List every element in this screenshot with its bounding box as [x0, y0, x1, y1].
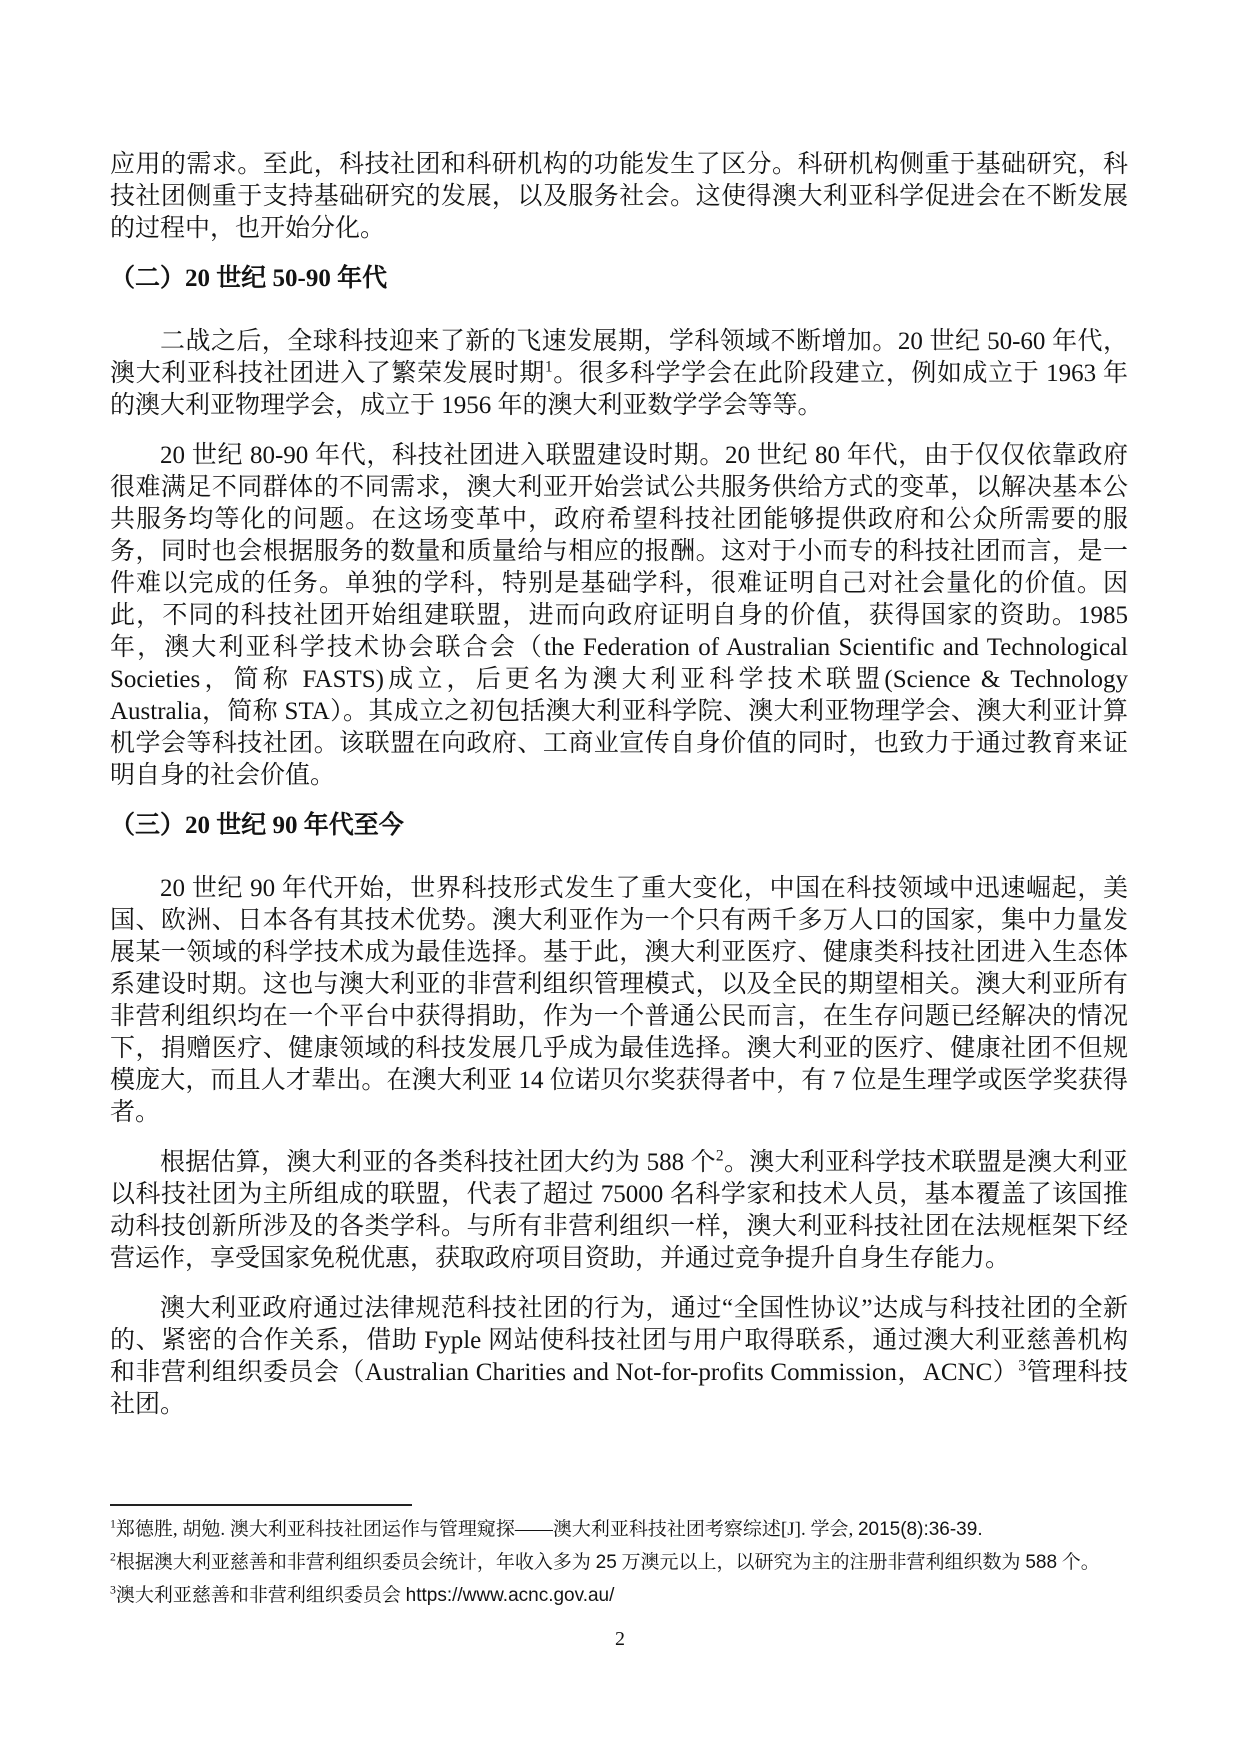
- section-heading-3: （三）20 世纪 90 年代至今: [110, 812, 404, 839]
- footnote-3: $^3$澳大利亚慈善和非营利组织委员会 https://www.acnc.gov.au/: [110, 1583, 615, 1606]
- section3-paragraph-2: 根据估算，澳大利亚的各类科技社团大约为 588 个$^2$。澳大利亚科学技术联盟是澳大利亚以科技社团为主所组成的联盟，代表了超过 75000 名科学家和技术人员，基本覆盖了该国推动科技创新所涉及的各类学科。与所有非营利组织一样，澳大利亚科技社团在法规框架下经营运作，享受国家免税优惠，获取政府项目资助，并通过竞争提升自身生存能力。: [110, 1147, 1128, 1272]
- page-body: [110, 149, 1128, 1439]
- section-heading-2: （二）20 世纪 50-90 年代: [110, 265, 388, 292]
- paragraph-continued-from-previous-page: 应用的需求。至此，科技社团和科研机构的功能发生了区分。科研机构侧重于基础研究，科技社团侧重于支持基础研究的发展，以及服务社会。这使得澳大利亚科学促进会在不断发展的过程中，也开始分化。: [110, 151, 1128, 242]
- section2-paragraph-2: 20 世纪 80-90 年代，科技社团进入联盟建设时期。20 世纪 80 年代，由于仅仅依靠政府很难满足不同群体的不同需求，澳大利亚开始尝试公共服务供给方式的变革，以解决基本公共服务均等化的问题。在这场变革中，政府希望科技社团能够提供政府和公众所需要的服务，同时也会根据服务的数量和质量给与相应的报酬。这对于小而专的科技社团而言，是一件难以完成的任务。单独的学科，特别是基础学科，很难证明自己对社会量化的价值。因此，不同的科技社团开始组建联盟，进而向政府证明自身的价值，获得国家的资助。1985 年，澳大利亚科学技术协会联合会（the Federation of Australian Scientific and Technological Societies，简称 FASTS)成立，后更名为澳大利亚科学技术联盟(Science & Technology Australia，简称 STA）。其成立之初包括澳大利亚科学院、澳大利亚物理学会、澳大利亚计算机学会等科技社团。该联盟在向政府、工商业宣传自身价值的同时，也致力于通过教育来证明自身的社会价值。: [110, 442, 1128, 789]
- section3-paragraph-1: 20 世纪 90 年代开始，世界科技形式发生了重大变化，中国在科技领域中迅速崛起，美国、欧洲、日本各有其技术优势。澳大利亚作为一个只有两千多万人口的国家，集中力量发展某一领域的科学技术成为最佳选择。基于此，澳大利亚医疗、健康类科技社团进入生态体系建设时期。这也与澳大利亚的非营利组织管理模式，以及全民的期望相关。澳大利亚所有非营利组织均在一个平台中获得捐助，作为一个普通公民而言，在生存问题已经解决的情况下，捐赠医疗、健康领域的科技发展几乎成为最佳选择。澳大利亚的医疗、健康社团不但规模庞大，而且人才辈出。在澳大利亚 14 位诺贝尔奖获得者中，有 7 位是生理学或医学奖获得者。: [110, 875, 1128, 1126]
- footnotes-block: [110, 1504, 1128, 1612]
- section3-paragraph-3: 澳大利亚政府通过法律规范科技社团的行为，通过“全国性协议”达成与科技社团的全新的、紧密的合作关系，借助 Fyple 网站使科技社团与用户取得联系，通过澳大利亚慈善机构和非营利组织委员会（Australian Charities and Not-for-profits Commission，ACNC）$^3$管理科技社团。: [110, 1295, 1128, 1418]
- footnote-2: $^2$根据澳大利亚慈善和非营利组织委员会统计，年收入多为 25 万澳元以上，以研究为主的注册非营利组织数为 588 个。: [110, 1550, 1100, 1573]
- section2-paragraph-1: 二战之后，全球科技迎来了新的飞速发展期，学科领域不断增加。20 世纪 50-60 年代，澳大利亚科技社团进入了繁荣发展时期$^1$。很多科学学会在此阶段建立，例如成立于 1963 年的澳大利亚物理学会，成立于 1956 年的澳大利亚数学学会等等。: [110, 328, 1128, 419]
- footnote-1: $^1$郑德胜, 胡勉. 澳大利亚科技社团运作与管理窥探——澳大利亚科技社团考察综述[J]. 学会, 2015(8):36-39.: [110, 1517, 983, 1540]
- footnote-separator: [110, 1504, 412, 1506]
- page-number: 2: [615, 1628, 625, 1650]
